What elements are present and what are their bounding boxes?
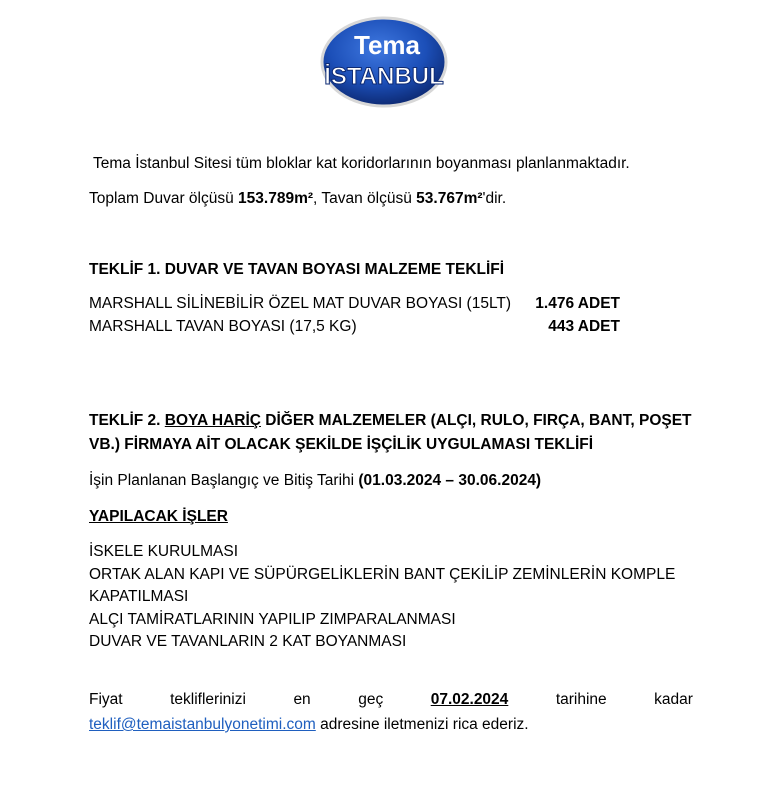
offer1-title: TEKLİF 1. DUVAR VE TAVAN BOYASI MALZEME TEKLİFİ xyxy=(89,261,505,278)
closing-word: tekliflerinizi xyxy=(170,691,246,708)
offer2-title xyxy=(89,411,692,431)
dates-label: İşin Planlanan Başlangıç ve Bitiş Tarihi xyxy=(89,472,359,489)
closing-word: Fiyat xyxy=(89,691,123,708)
offer2-title-rest: DİĞER MALZEMELER (ALÇI, RULO, FIRÇA, BANT, POŞET xyxy=(260,412,692,429)
offer2-title-prefix: TEKLİF 2. xyxy=(89,412,165,429)
task-item: ALÇI TAMİRATLARININ YAPILIP ZIMPARALANMASI xyxy=(89,611,456,628)
offer2-title-line2: VB.) FİRMAYA AİT OLACAK ŞEKİLDE İŞÇİLİK UYGULAMASI TEKLİFİ xyxy=(89,436,594,453)
email-link[interactable]: teklif@temaistanbulyonetimi.com xyxy=(89,716,316,733)
tasks-heading: YAPILACAK İŞLER xyxy=(89,508,228,525)
deadline-date: 07.02.2024 xyxy=(430,691,509,708)
dates-value: (01.03.2024 – 30.06.2024) xyxy=(358,472,542,489)
task-item: İSKELE KURULMASI xyxy=(89,543,239,560)
offer1-item-qty: 443 ADET xyxy=(548,318,620,335)
offer1-item-name: MARSHALL TAVAN BOYASI (17,5 KG) xyxy=(89,318,357,335)
closing-word: tarihine xyxy=(555,691,607,708)
offer1-item-qty: 1.476 ADET xyxy=(535,295,620,312)
closing-word: kadar xyxy=(654,691,693,708)
task-item: KAPATILMASI xyxy=(89,588,189,605)
measure-prefix: Toplam Duvar ölçüsü xyxy=(89,190,239,207)
closing-word: en xyxy=(293,691,311,708)
wall-area: 153.789m² xyxy=(238,190,314,207)
ceiling-area: 53.767m² xyxy=(416,190,483,207)
task-item: DUVAR VE TAVANLARIN 2 KAT BOYANMASI xyxy=(89,633,407,650)
email-line xyxy=(89,715,529,735)
closing-line xyxy=(89,690,693,710)
dates-line xyxy=(89,471,541,491)
measure-mid: , Tavan ölçüsü xyxy=(313,190,417,207)
logo-line2: İSTANBUL xyxy=(324,63,444,90)
offer2-title-underlined: BOYA HARİÇ xyxy=(164,412,261,429)
intro-line: Tema İstanbul Sitesi tüm bloklar kat koridorlarının boyanması planlanmaktadır. xyxy=(93,155,630,172)
measure-suffix: 'dir. xyxy=(482,190,507,207)
task-item: ORTAK ALAN KAPI VE SÜPÜRGELİKLERİN BANT ÇEKİLİP ZEMİNLERİN KOMPLE xyxy=(89,566,676,583)
email-suffix: adresine iletmenizi rica ederiz. xyxy=(315,716,529,733)
logo-line1: Tema xyxy=(354,30,420,60)
offer1-item-name: MARSHALL SİLİNEBİLİR ÖZEL MAT DUVAR BOYASI (15LT) xyxy=(89,295,512,312)
tema-istanbul-logo xyxy=(303,14,465,110)
measure-line xyxy=(89,189,506,209)
closing-word: geç xyxy=(358,691,384,708)
